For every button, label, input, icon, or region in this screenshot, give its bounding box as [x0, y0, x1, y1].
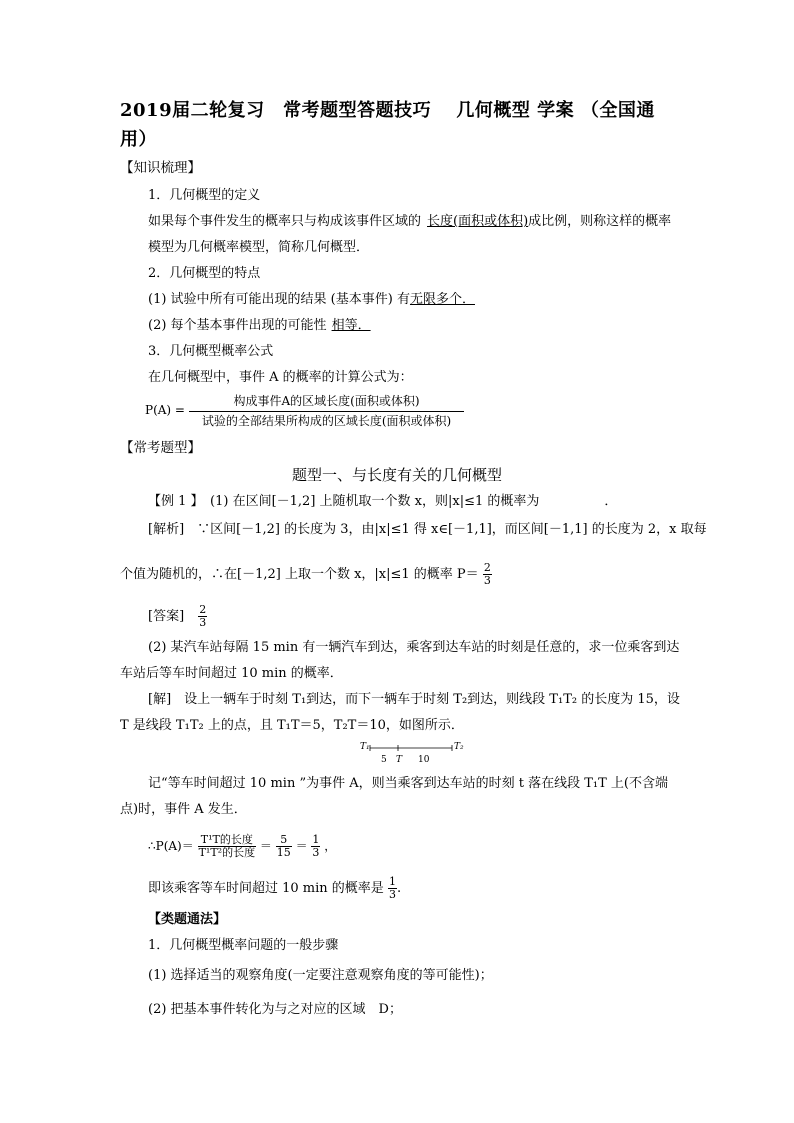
text: ， — [324, 839, 337, 853]
text: . — [396, 881, 402, 896]
label-t: T — [396, 755, 403, 765]
item-3-heading: 3．几何概型概率公式 — [148, 344, 274, 359]
text: (2) 每个基本事件出现的可能性 — [148, 318, 327, 333]
text: ∴P(A)＝ — [148, 839, 194, 853]
text: ＝ — [295, 839, 308, 853]
solution-line-1: [解] 设上一辆车于时刻 T₁到达，而下一辆车于时刻 T₂到达，则线段 T₁T₂ 的长度为 15，设 — [148, 692, 680, 707]
text: 个值为随机的，∴在[－1,2] 上取一个数 x，|x|≤1 的概率 P＝ — [120, 567, 479, 582]
item-1-heading: 1．几何概型的定义 — [148, 188, 261, 203]
underlined-answer: 相等． — [331, 318, 371, 333]
segment-diagram — [360, 740, 470, 768]
answer-label: [答案] — [148, 609, 185, 624]
solution-line-3: 记“等车时间超过 10 min ”为事件 A，则当乘客到达车站的时刻 t 落在线段 T₁T 上(不含端 — [148, 776, 668, 791]
label-10: 10 — [418, 755, 430, 765]
formula-numerator: 构成事件A的区域长度(面积或体积) — [189, 392, 464, 412]
definition-line-1 — [148, 214, 671, 230]
item-2-heading: 2．几何概型的特点 — [148, 266, 261, 281]
fraction-1-3: $\frac{1}{3}$ — [312, 833, 320, 859]
steps-heading: 1．几何概型概率问题的一般步骤 — [148, 938, 339, 953]
formula-denominator: 试验的全部结果所构成的区域长度(面积或体积) — [201, 414, 452, 428]
text: ＝ — [259, 839, 272, 853]
feature-1 — [148, 292, 475, 308]
answer-fraction: $\frac{2}{3}$ — [199, 603, 207, 629]
document-title: 2019届二轮复习 常考题型答题技巧 几何概型 学案 （全国通用） — [120, 100, 655, 150]
answer-line — [148, 604, 207, 629]
text: 如果每个事件发生的概率只与构成该事件区域的 — [148, 214, 422, 229]
text: (1) 试验中所有可能出现的结果 (基本事件) 有 — [148, 292, 410, 307]
step-2: (2) 把基本事件转化为与之对应的区域 D； — [148, 1002, 402, 1017]
definition-line-2: 模型为几何概率模型，简称几何概型． — [148, 240, 370, 255]
analysis-line-1: [解析] ∵区间[－1,2] 的长度为 3，由|x|≤1 得 x∈[－1,1]，而区间[－1,1] 的长度为 2，x 取每 — [148, 522, 707, 537]
conclusion-fraction: $\frac{1}{3}$ — [388, 875, 396, 901]
label-t2: T₂ — [454, 742, 464, 752]
label-t1: T₁ — [360, 742, 370, 752]
fraction-lengths: $\frac{\text{T¹T的长度}}{\text{T¹T²的长度}}$ — [198, 833, 256, 859]
solution-line-2: T 是线段 T₁T₂ 上的点，且 T₁T＝5，T₂T＝10，如图所示． — [120, 718, 464, 733]
label-5: 5 — [381, 755, 387, 765]
analysis-line-2 — [120, 562, 492, 587]
underlined-answer: 长度(面积或体积) — [427, 214, 529, 229]
fraction-5-15: $\frac{5}{15}$ — [276, 833, 291, 859]
text: 即该乘客等车时间超过 10 min 的概率是 — [148, 881, 384, 896]
example-1-question: 【例 1 】 (1) 在区间[－1,2] 上随机取一个数 x，则|x|≤1 的概率为 ． — [148, 494, 618, 509]
section-knowledge: 【知识梳理】 — [120, 160, 201, 176]
solution-line-4: 点)时，事件 A 发生． — [120, 802, 247, 817]
example-1-part2-line2: 车站后等车时间超过 10 min 的概率． — [120, 666, 343, 681]
type-1-heading: 题型一、与长度有关的几何概型 — [291, 466, 502, 484]
underlined-answer: 无限多个． — [409, 292, 475, 307]
step-1: (1) 选择适当的观察角度(一定要注意观察角度的等可能性)； — [148, 968, 493, 983]
example-1-part2-line1: (2) 某汽车站每隔 15 min 有一辆汽车到达，乘客到达车站的时刻是任意的，求一位乘客到达 — [148, 640, 680, 655]
section-common-types: 【常考题型】 — [120, 440, 201, 456]
feature-2 — [148, 318, 371, 334]
fraction-two-thirds: $\frac{2}{3}$ — [483, 561, 491, 587]
probability-calculation — [148, 834, 336, 859]
conclusion-line — [148, 876, 401, 901]
formula-lhs: P(A) = — [145, 403, 185, 417]
formula-intro: 在几何概型中，事件 A 的概率的计算公式为： — [148, 370, 413, 385]
section-methods: 【类题通法】 — [148, 912, 227, 927]
text: 成比例，则称这样的概率 — [528, 214, 672, 229]
